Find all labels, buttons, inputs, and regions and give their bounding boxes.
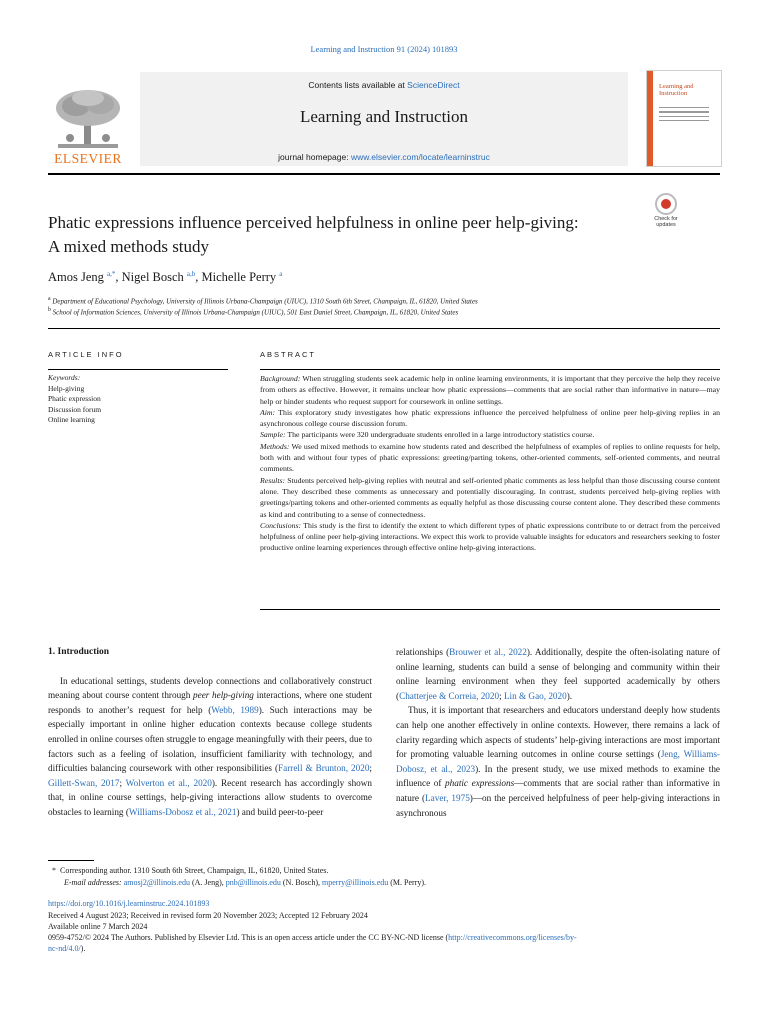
abstract-conclusions [260,520,720,554]
abstract-heading: ABSTRACT [260,350,317,359]
check-updates-label: Check for updates [654,216,678,228]
header-rule [48,173,720,175]
doi-link[interactable]: https://doi.org/10.1016/j.learninstruc.2024.101893 [48,899,210,908]
cover-color-bar [647,71,653,166]
affiliation-mark: b [48,307,51,313]
homepage-prefix: journal homepage: [278,152,351,162]
emphasis: phatic expressions [445,778,515,789]
contents-prefix: Contents lists available at [308,80,408,90]
license-text: ). [80,943,86,953]
text-run: relationships ( [396,647,450,657]
emphasis: peer help-giving [193,690,254,701]
text-run: ). In the present study, we use mixed methods to examine the influence of [396,763,720,789]
abstract-label: Methods: [260,441,290,451]
text-run: Thus, it is important that researchers and educators understand deeply how students can help one another effectively in online contexts. However, there remains a lack of clarity regarding which aspects of students’ help-giving interactions are most important for promoting valuable learning outcomes in online course settings ( [396,705,720,760]
abstract-aim [260,407,720,430]
license-link[interactable]: http://creativecommons.org/licenses/by- [448,933,577,942]
keywords-block [48,373,228,426]
text-run: ; [119,777,126,788]
text-run: ) and build peer-to-peer [236,806,324,817]
keyword-item: Help-giving [48,383,85,393]
email-link[interactable]: pnb@illinois.edu [225,878,281,887]
corresponding-author-note [48,865,328,876]
text-run: ). Such interactions may be especially important in online higher education contexts because college students enrolled in online courses often struggle to engage meaningfully with their peers, due to factors such as a feeling of isolation, insufficient familiarity with technology, and difficulties balancing coursework with other responsibilities ( [48,704,372,774]
abstract-text: Students perceived help-giving replies with neutral and self-oriented phatic comments as less helpful than those discussing course content alone. They described these comments as unnecessary and potentially discouraging. In contrast, students perceived help-giving replies with greetings/parting tokens and other-oriented comments as equally helpful as those discussing course content alone. They described these comments as kind and contributing to a sense of connectedness. [260,475,720,519]
affiliation-text: School of Information Sciences, University of Illinois Urbana-Champaign (UIUC), 501 East Daniel Street, Champaign, IL, 61820, United States [52,308,459,317]
keyword-item: Online learning [48,415,95,424]
text-run: interactions, where one student responds to another’s request for help ( [48,690,373,715]
article-info-heading: ARTICLE INFO [48,350,124,359]
abstract-results [260,475,720,520]
intro-paragraph [396,703,720,820]
author-name[interactable]: Nigel Bosch [121,270,184,285]
citation-link[interactable]: Wolverton et al., 2020 [125,777,212,788]
elsevier-wordmark: ELSEVIER [54,151,122,166]
citation-link[interactable]: Farrell & Brunton, 2020 [278,763,370,774]
email-owner: (A. Jeng), [189,878,226,887]
citation-link[interactable]: Brouwer et al., 2022 [449,647,527,657]
abstract-text: This study is the first to identify the extent to which different types of phatic expressions contribute to or detract from the perceived helpfulness of online peer help-giving interactions. We expect this work to provide valuable insights for educators and researchers seeking to foster productive online learning experiences through effective online help-giving interactions. [260,520,720,553]
citation-link[interactable]: Jeng, Williams-Dobosz, et al., 2023 [396,749,720,774]
email-label: E-mail addresses: [64,878,122,887]
intro-right-column [396,645,720,820]
abstract-label: Background: [260,374,301,383]
received-dates: Received 4 August 2023; Received in revised form 20 November 2023; Accepted 12 February 2024 [48,911,368,920]
abstract-body [260,373,720,554]
cover-text-lines [659,107,709,124]
author-affiliation-mark[interactable]: a,* [107,270,116,278]
text-run: ). Recent research has accordingly shown that, in online course settings, help-giving interactions allow students to overcome obstacles to learning ( [48,777,372,817]
intro-paragraph [396,645,720,703]
homepage-link[interactable]: www.elsevier.com/locate/learninstruc [350,152,490,162]
journal-title: Learning and Instruction [299,107,469,126]
abstract-background [260,373,720,407]
intro-left-column [48,645,372,820]
email-addresses-note [64,877,426,888]
check-for-updates-badge[interactable] [646,193,686,229]
email-link[interactable]: amosj2@illinois.edu [123,878,190,887]
abstract-methods [260,441,720,475]
abstract-sample [260,429,720,440]
text-run: )—on the perceived helpfulness of peer help-giving interactions in asynchronous [396,792,720,818]
author-affiliation-mark[interactable]: a,b [186,270,196,278]
contents-line [140,80,628,90]
citation-link[interactable]: Webb, 1989 [211,704,259,715]
abstract-text: The participants were 320 undergraduate students enrolled in a large introductory statistics course. [285,430,595,440]
cover-title: Learning and Instruction [659,83,694,97]
text-run: ; [369,763,372,774]
text-run: —comments that are social rather than informative in nature ( [396,778,720,803]
crossmark-icon [655,193,677,215]
citation-link[interactable]: Williams-Dobosz et al., 2021 [128,806,237,817]
affiliation-b [48,307,458,316]
affiliation-text: Department of Educational Psychology, University of Illinois Urbana-Champaign (UIUC), 1310 South 6th Street, Champaign, IL, 61820, United States [52,297,478,306]
text-run: ; [499,690,504,701]
email-link[interactable]: mperry@illinois.edu [322,878,389,887]
abstract-label: Conclusions: [260,520,302,530]
citation-link[interactable]: Gillett-Swan, 2017 [48,777,120,788]
author-separator: , [115,270,122,285]
keyword-item: Discussion forum [48,404,102,414]
journal-reference[interactable]: Learning and Instruction 91 (2024) 101893 [310,44,458,54]
affiliation-a [48,296,478,305]
author-name[interactable]: Michelle Perry [201,270,277,285]
citation-link[interactable]: Chatterjee & Correia, 2020 [399,690,500,701]
license-statement [48,933,720,954]
text-run: In educational settings, students develop connections and collaboratively construct meaning about course content through [48,675,372,701]
keyword-item: Phatic expression [48,394,101,403]
email-owner: (N. Bosch), [280,878,323,887]
abstract-text: We used mixed methods to examine how students rated and described the helpfulness of examples of replies to online requests for help, both with and without four types of phatic expressions: greeting/parting tokens, other-oriented comments, self-oriented comments, and neutral comments. [260,441,720,474]
text-run: ). Additionally, despite the often-isolating nature of online learning, students can build a sense of belonging and community within their online learning environment when they feel supported academically by others ( [396,647,720,701]
abstract-label: Results: [260,475,286,485]
license-text: 0959-4752/© 2024 The Authors. Published by Elsevier Ltd. This is an open access article under the CC BY-NC-ND license ( [48,933,449,942]
available-online: Available online 7 March 2024 [48,922,148,931]
citation-link[interactable]: Lin & Gao, 2020 [503,690,567,701]
keywords-label: Keywords: [48,373,81,382]
author-name[interactable]: Amos Jeng [48,270,104,285]
abstract-bottom-rule [260,609,720,610]
intro-paragraph [48,674,372,820]
article-info-rule [48,369,228,370]
author-list [48,270,282,285]
corresponding-text: Corresponding author. 1310 South 6th Street, Champaign, IL, 61820, United States. [60,866,329,875]
section-heading: 1. Introduction [48,647,110,657]
journal-cover-thumbnail[interactable] [646,70,722,167]
text-run: ). [566,690,573,701]
affiliation-mark: a [48,296,51,302]
abstract-label: Aim: [260,407,276,417]
citation-link[interactable]: Laver, 1975 [425,792,470,803]
author-separator: , [195,270,202,285]
abstract-text: This exploratory study investigates how phatic expressions influence the perceived helpfulness of online peer help-giving replies in an asynchronous college course discussion forum. [260,407,720,429]
abstract-label: Sample: [260,430,286,440]
license-link[interactable]: nc-nd/4.0/ [48,943,81,953]
asterisk-mark: * [48,866,60,875]
sciencedirect-link[interactable]: ScienceDirect [407,80,460,90]
article-title: Phatic expressions influence perceived helpfulness in online peer help-giving: A mixed methods study [48,213,579,256]
affiliation-rule [48,328,720,329]
footnote-rule [48,860,94,861]
email-owner: (M. Perry). [388,878,427,887]
abstract-top-rule [260,369,720,370]
abstract-text: When struggling students seek academic help in online learning environments, it is important that they perceive the help they receive from others as effective. However, it remains unclear how phatic expressions—comments that are social rather than informative in nature—may help or hinder students who request support for coursework in online settings. [260,374,720,406]
author-affiliation-mark[interactable]: a [279,270,283,278]
journal-homepage [140,152,628,162]
